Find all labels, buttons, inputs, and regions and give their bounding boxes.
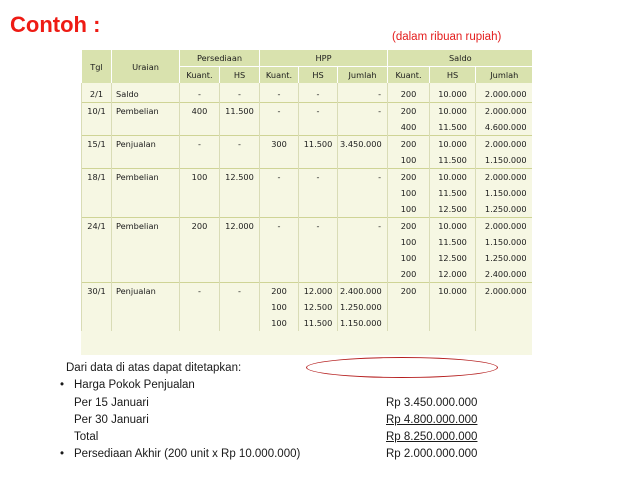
cell-hpp-hs (299, 185, 338, 201)
cell-hpp-jumlah: - (338, 83, 388, 103)
cell-tgl (82, 152, 112, 169)
cell-persediaan-hs: 12.500 (220, 169, 260, 186)
table-row (82, 234, 533, 250)
cell-hpp-hs (299, 119, 338, 136)
cell-persediaan-kuant (180, 234, 220, 250)
cell-saldo-kuant: 200 (388, 103, 430, 120)
cell-saldo-hs: 10.000 (430, 136, 476, 153)
header-saldo-jumlah: Jumlah (476, 67, 532, 84)
cell-hpp-kuant: - (260, 83, 299, 103)
cell-saldo-jumlah: 1.250.000 (476, 250, 532, 266)
cell-hpp-hs (299, 266, 338, 283)
cell-persediaan-hs (220, 119, 260, 136)
table-row (82, 119, 533, 136)
summary-per30-line (60, 412, 520, 429)
cell-uraian (112, 315, 180, 331)
cell-tgl (82, 234, 112, 250)
cell-uraian (112, 234, 180, 250)
summary-ending-line (60, 446, 520, 463)
cell-hpp-jumlah (338, 250, 388, 266)
cell-saldo-jumlah: 2.000.000 (476, 218, 532, 235)
cell-saldo-hs: 12.000 (430, 266, 476, 283)
cell-tgl (82, 315, 112, 331)
cell-hpp-kuant: 200 (260, 283, 299, 300)
cell-hpp-hs: 12.000 (299, 283, 338, 300)
cell-saldo-jumlah: 2.000.000 (476, 103, 532, 120)
cell-saldo-kuant (388, 299, 430, 315)
summary-total-value: Rp 8.250.000.000 (386, 431, 478, 444)
table-row (82, 299, 533, 315)
table-row (82, 218, 533, 235)
cell-tgl (82, 119, 112, 136)
table-row (82, 136, 533, 153)
cell-saldo-kuant (388, 315, 430, 331)
cell-hpp-jumlah: 1.150.000 (338, 315, 388, 331)
cell-saldo-hs (430, 315, 476, 331)
cell-saldo-kuant: 200 (388, 136, 430, 153)
cell-persediaan-kuant (180, 201, 220, 218)
cell-tgl: 15/1 (82, 136, 112, 153)
cell-hpp-jumlah (338, 266, 388, 283)
cell-persediaan-kuant (180, 266, 220, 283)
cell-persediaan-kuant: 200 (180, 218, 220, 235)
cell-saldo-kuant: 100 (388, 152, 430, 169)
cell-saldo-jumlah: 4.600.000 (476, 119, 532, 136)
cell-hpp-kuant (260, 185, 299, 201)
header-hpp-kuant: Kuant. (260, 67, 299, 84)
cell-persediaan-kuant (180, 152, 220, 169)
cell-persediaan-hs (220, 315, 260, 331)
cell-saldo-kuant: 100 (388, 185, 430, 201)
cell-saldo-hs: 12.500 (430, 201, 476, 218)
cell-persediaan-hs (220, 185, 260, 201)
cell-hpp-kuant: - (260, 103, 299, 120)
cell-persediaan-kuant: 400 (180, 103, 220, 120)
cell-uraian: Penjualan (112, 136, 180, 153)
summary-per30-label: Per 30 Januari (74, 413, 149, 426)
summary-per15-line (60, 395, 520, 412)
cell-saldo-hs: 10.000 (430, 218, 476, 235)
cell-persediaan-hs (220, 266, 260, 283)
cell-persediaan-kuant (180, 119, 220, 136)
cell-saldo-hs: 11.500 (430, 234, 476, 250)
summary-ending-value: Rp 2.000.000.000 (386, 448, 478, 461)
cell-tgl: 24/1 (82, 218, 112, 235)
cell-persediaan-kuant (180, 185, 220, 201)
cell-saldo-hs (430, 299, 476, 315)
cell-saldo-kuant: 200 (388, 266, 430, 283)
cell-uraian (112, 185, 180, 201)
summary-per15-value: Rp 3.450.000.000 (386, 396, 478, 409)
cell-saldo-kuant: 200 (388, 283, 430, 300)
cell-persediaan-hs (220, 201, 260, 218)
header-hpp-hs: HS (299, 67, 338, 84)
cell-tgl (82, 201, 112, 218)
cell-saldo-kuant: 200 (388, 83, 430, 103)
cell-saldo-kuant: 100 (388, 201, 430, 218)
table-row (82, 103, 533, 120)
header-hpp: HPP (260, 50, 388, 67)
cell-saldo-jumlah: 1.150.000 (476, 185, 532, 201)
summary-intro: Dari data di atas dapat ditetapkan: (66, 362, 242, 374)
table-row (82, 283, 533, 300)
cell-hpp-kuant: - (260, 169, 299, 186)
header-saldo-kuant: Kuant. (388, 67, 430, 84)
cell-saldo-jumlah: 2.000.000 (476, 83, 532, 103)
cell-hpp-kuant (260, 266, 299, 283)
cell-persediaan-kuant: - (180, 83, 220, 103)
cell-persediaan-kuant (180, 250, 220, 266)
highlight-circle (306, 357, 498, 378)
cell-uraian: Pembelian (112, 218, 180, 235)
cell-saldo-jumlah: 2.000.000 (476, 136, 532, 153)
cell-hpp-hs: - (299, 103, 338, 120)
header-uraian: Uraian (112, 50, 180, 84)
cell-hpp-jumlah (338, 185, 388, 201)
cell-hpp-hs: 11.500 (299, 315, 338, 331)
cell-saldo-jumlah: 1.250.000 (476, 201, 532, 218)
cell-hpp-hs: - (299, 169, 338, 186)
inventory-table-image (81, 49, 532, 355)
cell-uraian: Pembelian (112, 103, 180, 120)
cell-persediaan-hs (220, 234, 260, 250)
cell-persediaan-kuant: 100 (180, 169, 220, 186)
cell-persediaan-kuant (180, 299, 220, 315)
summary-ending-label: Persediaan Akhir (200 unit x Rp 10.000.000) (74, 448, 301, 461)
cell-saldo-jumlah: 1.150.000 (476, 152, 532, 169)
cell-uraian: Penjualan (112, 283, 180, 300)
summary-total-line (60, 429, 520, 446)
cell-hpp-hs (299, 201, 338, 218)
header-tgl: Tgl (82, 50, 112, 84)
cell-uraian (112, 266, 180, 283)
table-row (82, 201, 533, 218)
cell-tgl: 18/1 (82, 169, 112, 186)
cell-saldo-kuant: 100 (388, 234, 430, 250)
cell-hpp-hs (299, 234, 338, 250)
cell-hpp-jumlah (338, 152, 388, 169)
cell-persediaan-hs: - (220, 136, 260, 153)
cell-persediaan-hs: 12.000 (220, 218, 260, 235)
cell-hpp-jumlah: 1.250.000 (338, 299, 388, 315)
cell-saldo-hs: 11.500 (430, 119, 476, 136)
cell-tgl: 10/1 (82, 103, 112, 120)
table-row (82, 83, 533, 103)
cell-saldo-kuant: 200 (388, 169, 430, 186)
cell-tgl (82, 266, 112, 283)
summary-per30-value: Rp 4.800.000.000 (386, 413, 478, 426)
unit-note: (dalam ribuan rupiah) (392, 31, 502, 43)
header-persediaan-kuant: Kuant. (180, 67, 220, 84)
table-row (82, 266, 533, 283)
table-row (82, 185, 533, 201)
cell-saldo-jumlah: 1.150.000 (476, 234, 532, 250)
cell-saldo-hs: 10.000 (430, 103, 476, 120)
cell-tgl: 2/1 (82, 83, 112, 103)
cell-hpp-hs (299, 250, 338, 266)
cell-persediaan-hs: 11.500 (220, 103, 260, 120)
cell-persediaan-kuant: - (180, 283, 220, 300)
cell-hpp-hs (299, 152, 338, 169)
summary-hpp-line (60, 377, 520, 394)
header-saldo-hs: HS (430, 67, 476, 84)
cell-uraian (112, 119, 180, 136)
summary-hpp-label: Harga Pokok Penjualan (74, 379, 195, 392)
summary-per15-label: Per 15 Januari (74, 396, 149, 409)
cell-hpp-jumlah (338, 234, 388, 250)
cell-saldo-hs: 10.000 (430, 283, 476, 300)
header-hpp-jumlah: Jumlah (338, 67, 388, 84)
table-row (82, 152, 533, 169)
cell-hpp-hs: - (299, 218, 338, 235)
cell-uraian: Saldo (112, 83, 180, 103)
cell-hpp-kuant: 100 (260, 299, 299, 315)
cell-saldo-hs: 10.000 (430, 83, 476, 103)
cell-hpp-hs: - (299, 83, 338, 103)
cell-hpp-kuant: 300 (260, 136, 299, 153)
inventory-table (81, 49, 532, 331)
cell-hpp-kuant (260, 234, 299, 250)
cell-saldo-jumlah: 2.400.000 (476, 266, 532, 283)
cell-uraian (112, 152, 180, 169)
slide-title: Contoh : (10, 12, 101, 37)
cell-persediaan-hs: - (220, 283, 260, 300)
cell-hpp-kuant (260, 119, 299, 136)
header-persediaan-hs: HS (220, 67, 260, 84)
table-row (82, 169, 533, 186)
cell-hpp-jumlah (338, 119, 388, 136)
cell-hpp-jumlah (338, 201, 388, 218)
bullet-icon: • (60, 379, 65, 392)
cell-tgl: 30/1 (82, 283, 112, 300)
cell-uraian: Pembelian (112, 169, 180, 186)
cell-hpp-jumlah: - (338, 103, 388, 120)
cell-persediaan-hs (220, 299, 260, 315)
cell-uraian (112, 201, 180, 218)
cell-hpp-jumlah: 2.400.000 (338, 283, 388, 300)
header-saldo: Saldo (388, 50, 532, 67)
cell-hpp-hs: 11.500 (299, 136, 338, 153)
cell-persediaan-hs (220, 250, 260, 266)
bullet-icon: • (60, 448, 65, 461)
summary-total-label: Total (74, 431, 99, 444)
cell-hpp-jumlah: - (338, 169, 388, 186)
cell-saldo-hs: 11.500 (430, 152, 476, 169)
cell-tgl (82, 250, 112, 266)
cell-hpp-kuant: - (260, 218, 299, 235)
cell-saldo-kuant: 100 (388, 250, 430, 266)
cell-hpp-kuant (260, 250, 299, 266)
cell-persediaan-kuant: - (180, 136, 220, 153)
cell-hpp-hs: 12.500 (299, 299, 338, 315)
cell-tgl (82, 185, 112, 201)
cell-hpp-jumlah: - (338, 218, 388, 235)
table-row (82, 315, 533, 331)
cell-hpp-kuant (260, 201, 299, 218)
cell-persediaan-hs: - (220, 83, 260, 103)
header-persediaan: Persediaan (180, 50, 260, 67)
cell-saldo-jumlah: 2.000.000 (476, 283, 532, 300)
cell-saldo-hs: 10.000 (430, 169, 476, 186)
cell-tgl (82, 299, 112, 315)
cell-saldo-hs: 11.500 (430, 185, 476, 201)
cell-uraian (112, 250, 180, 266)
cell-hpp-jumlah: 3.450.000 (338, 136, 388, 153)
cell-persediaan-kuant (180, 315, 220, 331)
cell-hpp-kuant (260, 152, 299, 169)
cell-saldo-jumlah: 2.000.000 (476, 169, 532, 186)
table-row (82, 250, 533, 266)
cell-saldo-kuant: 400 (388, 119, 430, 136)
cell-persediaan-hs (220, 152, 260, 169)
cell-saldo-jumlah (476, 315, 532, 331)
inventory-table-body (82, 83, 533, 331)
cell-saldo-kuant: 200 (388, 218, 430, 235)
cell-uraian (112, 299, 180, 315)
cell-hpp-kuant: 100 (260, 315, 299, 331)
cell-saldo-jumlah (476, 299, 532, 315)
cell-saldo-hs: 12.500 (430, 250, 476, 266)
